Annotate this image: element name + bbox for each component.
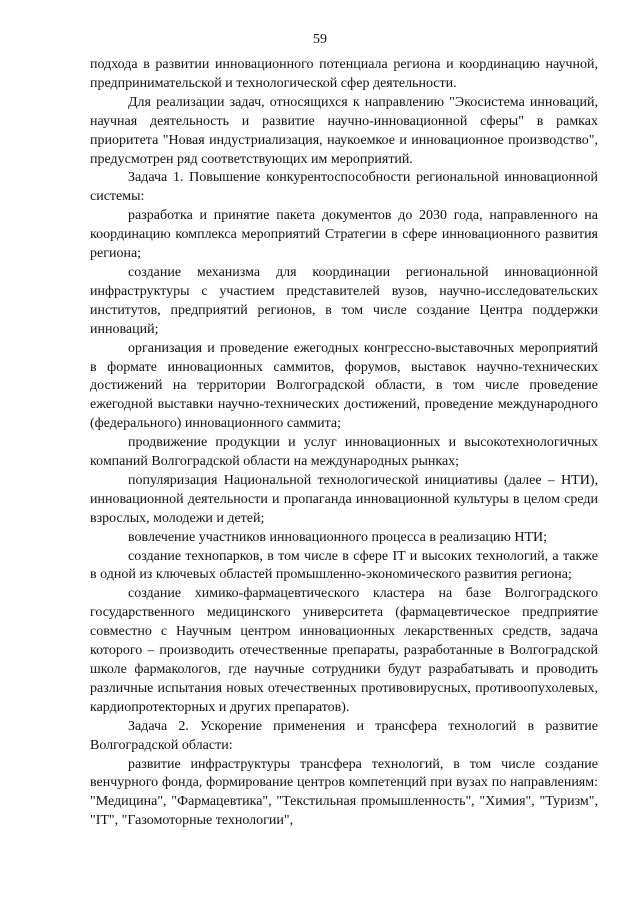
paragraph: вовлечение участников инновационного процесса в реализацию НТИ; [128,529,548,545]
paragraph: Задача 1. Повышение конкурентоспособности региональной инновационной системы: [90,170,598,205]
paragraph: Задача 2. Ускорение применения и трансфера технологий в развитие Волгоградской области: [90,718,598,753]
paragraph: создание химико-фармацевтического кластера на базе Волгоградского государственного медицинского университета (фармацевтическое предприятие совместно с Научным центром инновационных лекарственных средств, задача которого – производить отечественные препараты, разработанные в Волгоградской школе фармакологов, где научные сотрудники будут разрабатывать и проводить различные испытания новых отечественных противовирусных, противоопухолевых, кардиопротекторных и других препаратов). [90,586,598,715]
paragraph: развитие инфраструктуры трансфера технологий, в том числе создание венчурного фонда, формирование центров компетенций при вузах по направлениям: "Медицина", "Фармацевтика", "Текстильная промышленность", "Химия", "Туризм", "IT", "Газомоторные технологии", [90,756,598,829]
paragraph: организация и проведение ежегодных конгрессно-выставочных мероприятий в формате инновационных саммитов, форумов, выставок научно-технических достижений на территории Волгоградской области, в том числе проведение ежегодной выставки научно-технических достижений, проведение международного (федерального) инновационного саммита; [90,340,598,432]
paragraph: подхода в развитии инновационного потенциала региона и координацию научной, предпринимательской и технологической сфер деятельности. [90,57,598,91]
page-number: 59 [313,32,327,47]
paragraph: создание механизма для координации региональной инновационной инфраструктуры с участием представителей вузов, научно-исследовательских институтов, предприятий регионов, в том числе создание Центра поддержки инноваций; [90,264,598,337]
paragraph: разработка и принятие пакета документов до 2030 года, направленного на координацию комплекса мероприятий Стратегии в сфере инновационного развития региона; [90,208,598,262]
paragraph: создание технопарков, в том числе в сфере IT и высоких технологий, а также в одной из ключевых областей промышленно-экономического развития региона; [90,548,598,583]
paragraph: популяризация Национальной технологической инициативы (далее – НТИ), инновационной деятельности и пропаганда инновационной культуры в целом среди взрослых, молодежи и детей; [90,472,598,526]
paragraph: продвижение продукции и услуг инновационных и высокотехнологичных компаний Волгоградской области на международных рынках; [90,435,598,470]
paragraph: Для реализации задач, относящихся к направлению "Экосистема инноваций, научная деятельность и развитие научно-инновационной сферы" в рамках приоритета "Новая индустриализация, наукоемкое и инновационное производство", предусмотрен ряд соответствующих им мероприятий. [90,94,598,167]
document-body [90,56,598,831]
